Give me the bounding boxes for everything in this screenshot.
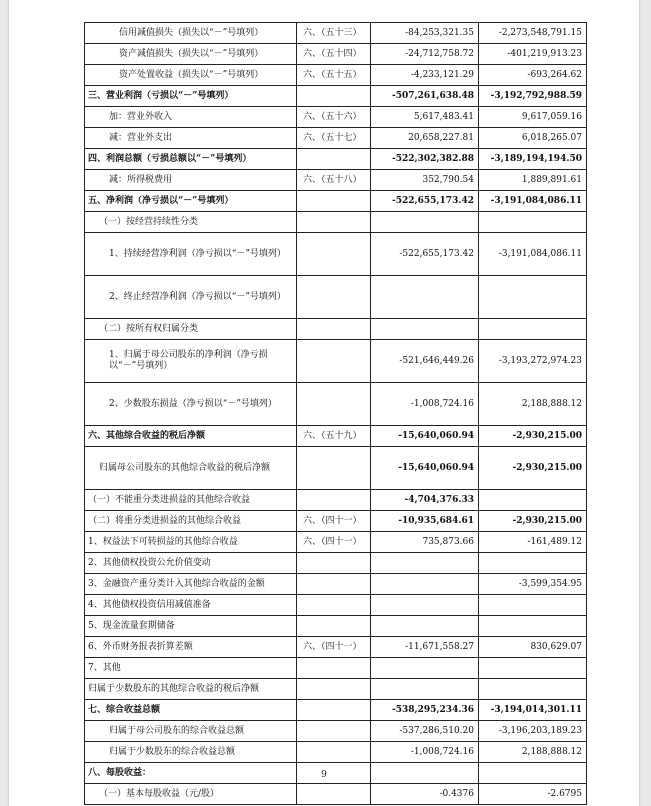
row-note: 六、（四十一） bbox=[297, 511, 371, 532]
table-row bbox=[85, 383, 587, 426]
page-number: 9 bbox=[321, 770, 327, 780]
row-label: 三、营业利润（亏损以“－”号填列） bbox=[85, 86, 297, 107]
prior-period-value: -3,196,203,189.23 bbox=[479, 721, 587, 742]
row-label: （一）不能重分类进损益的其他综合收益 bbox=[85, 490, 297, 511]
table-row bbox=[85, 170, 587, 191]
row-note: 六、（四十一） bbox=[297, 637, 371, 658]
prior-period-value: -2,273,548,791.15 bbox=[479, 23, 587, 44]
row-note bbox=[297, 233, 371, 276]
prior-period-value bbox=[479, 616, 587, 637]
row-label: （一）基本每股收益（元/股） bbox=[85, 784, 297, 805]
row-note: 六、（五十九） bbox=[297, 426, 371, 447]
row-label: 1、归属于母公司股东的净利润（净亏损以“－”号填列） bbox=[85, 340, 297, 383]
prior-period-value bbox=[479, 679, 587, 700]
table-row bbox=[85, 128, 587, 149]
row-label: 五、净利润（净亏损以“－”号填列） bbox=[85, 191, 297, 212]
table-row bbox=[85, 595, 587, 616]
row-label: （二）将重分类进损益的其他综合收益 bbox=[85, 511, 297, 532]
current-period-value: -507,261,638.48 bbox=[371, 86, 479, 107]
row-label: 减：所得税费用 bbox=[85, 170, 297, 191]
row-label: 资产减值损失（损失以“－”号填列） bbox=[85, 44, 297, 65]
prior-period-value: -3,191,084,086.11 bbox=[479, 191, 587, 212]
current-period-value: -521,646,449.26 bbox=[371, 340, 479, 383]
current-period-value bbox=[371, 276, 479, 319]
row-label: 1、权益法下可转损益的其他综合收益 bbox=[85, 532, 297, 553]
row-note bbox=[297, 679, 371, 700]
row-note bbox=[297, 574, 371, 595]
row-label: 归属于少数股东的综合收益总额 bbox=[85, 742, 297, 763]
current-period-value: -24,712,758.72 bbox=[371, 44, 479, 65]
row-label: （一）按经营持续性分类 bbox=[85, 212, 297, 233]
row-label: 3、金融资产重分类计入其他综合收益的金额 bbox=[85, 574, 297, 595]
row-note bbox=[297, 340, 371, 383]
table-row bbox=[85, 742, 587, 763]
current-period-value bbox=[371, 574, 479, 595]
table-row bbox=[85, 44, 587, 65]
row-note bbox=[297, 700, 371, 721]
row-note bbox=[297, 595, 371, 616]
row-note bbox=[297, 212, 371, 233]
table-row bbox=[85, 532, 587, 553]
table-row bbox=[85, 212, 587, 233]
row-label: 加：营业外收入 bbox=[85, 107, 297, 128]
current-period-value bbox=[371, 679, 479, 700]
prior-period-value bbox=[479, 595, 587, 616]
row-label: 八、每股收益： bbox=[85, 763, 297, 784]
current-period-value: -10,935,684.61 bbox=[371, 511, 479, 532]
prior-period-value: -2,930,215.00 bbox=[479, 426, 587, 447]
table-row bbox=[85, 86, 587, 107]
income-statement-table bbox=[84, 22, 587, 805]
prior-period-value: -2.6795 bbox=[479, 784, 587, 805]
row-note bbox=[297, 191, 371, 212]
row-note bbox=[297, 784, 371, 805]
current-period-value: -0.4376 bbox=[371, 784, 479, 805]
current-period-value bbox=[371, 595, 479, 616]
table-row bbox=[85, 319, 587, 340]
table-row bbox=[85, 340, 587, 383]
prior-period-value: 1,889,891.61 bbox=[479, 170, 587, 191]
row-note: 六、（五十五） bbox=[297, 65, 371, 86]
current-period-value: -15,640,060.94 bbox=[371, 447, 479, 490]
row-note bbox=[297, 447, 371, 490]
table-row bbox=[85, 553, 587, 574]
current-period-value: -1,008,724.16 bbox=[371, 742, 479, 763]
current-period-value: -522,655,173.42 bbox=[371, 191, 479, 212]
row-note bbox=[297, 742, 371, 763]
prior-period-value bbox=[479, 658, 587, 679]
current-period-value bbox=[371, 319, 479, 340]
prior-period-value: -3,194,014,301.11 bbox=[479, 700, 587, 721]
table-row bbox=[85, 490, 587, 511]
row-label: 4、其他债权投资信用减值准备 bbox=[85, 595, 297, 616]
row-label: 四、利润总额（亏损总额以“－”号填列） bbox=[85, 149, 297, 170]
table-row bbox=[85, 447, 587, 490]
table-row bbox=[85, 721, 587, 742]
row-label: 减：营业外支出 bbox=[85, 128, 297, 149]
prior-period-value: 9,617,059.16 bbox=[479, 107, 587, 128]
prior-period-value bbox=[479, 212, 587, 233]
current-period-value: -522,302,382.88 bbox=[371, 149, 479, 170]
current-period-value bbox=[371, 212, 479, 233]
row-label: 2、少数股东损益（净亏损以“－”号填列） bbox=[85, 383, 297, 426]
prior-period-value: -2,930,215.00 bbox=[479, 447, 587, 490]
current-period-value: -84,253,321.35 bbox=[371, 23, 479, 44]
table-row bbox=[85, 149, 587, 170]
prior-period-value: 6,018,265.07 bbox=[479, 128, 587, 149]
row-note: 六、（五十七） bbox=[297, 128, 371, 149]
row-note: 六、（四十一） bbox=[297, 532, 371, 553]
current-period-value bbox=[371, 616, 479, 637]
prior-period-value: -3,192,792,988.59 bbox=[479, 86, 587, 107]
row-note bbox=[297, 276, 371, 319]
current-period-value: 352,790.54 bbox=[371, 170, 479, 191]
prior-period-value bbox=[479, 553, 587, 574]
table-row bbox=[85, 23, 587, 44]
prior-period-value bbox=[479, 319, 587, 340]
prior-period-value: -2,930,215.00 bbox=[479, 511, 587, 532]
row-note: 六、（五十六） bbox=[297, 107, 371, 128]
row-label: 归属于少数股东的其他综合收益的税后净额 bbox=[85, 679, 297, 700]
current-period-value: 20,658,227.81 bbox=[371, 128, 479, 149]
prior-period-value: -161,489.12 bbox=[479, 532, 587, 553]
table-row bbox=[85, 658, 587, 679]
prior-period-value: -3,189,194,194.50 bbox=[479, 149, 587, 170]
prior-period-value: 2,188,888.12 bbox=[479, 742, 587, 763]
current-period-value: -15,640,060.94 bbox=[371, 426, 479, 447]
row-label: 2、终止经营净利润（净亏损以“－”号填列） bbox=[85, 276, 297, 319]
row-note bbox=[297, 86, 371, 107]
prior-period-value: 830,629.07 bbox=[479, 637, 587, 658]
row-note bbox=[297, 383, 371, 426]
current-period-value: -4,233,121.29 bbox=[371, 65, 479, 86]
row-label: 1、持续经营净利润（净亏损以“－”号填列） bbox=[85, 233, 297, 276]
prior-period-value: -401,219,913.23 bbox=[479, 44, 587, 65]
prior-period-value bbox=[479, 276, 587, 319]
prior-period-value: -3,599,354.95 bbox=[479, 574, 587, 595]
current-period-value: -538,295,234.36 bbox=[371, 700, 479, 721]
table-row bbox=[85, 511, 587, 532]
table-row bbox=[85, 276, 587, 319]
row-note bbox=[297, 553, 371, 574]
row-note bbox=[297, 319, 371, 340]
row-label: 5、现金流量套期储备 bbox=[85, 616, 297, 637]
row-note bbox=[297, 658, 371, 679]
row-note bbox=[297, 490, 371, 511]
row-label: 六、其他综合收益的税后净额 bbox=[85, 426, 297, 447]
row-note: 六、（五十八） bbox=[297, 170, 371, 191]
prior-period-value bbox=[479, 490, 587, 511]
row-label: 7、其他 bbox=[85, 658, 297, 679]
row-label: 资产处置收益（损失以“－”号填列） bbox=[85, 65, 297, 86]
document-page bbox=[9, 0, 639, 806]
row-note bbox=[297, 149, 371, 170]
row-note: 六、（五十三） bbox=[297, 23, 371, 44]
current-period-value bbox=[371, 553, 479, 574]
table-row bbox=[85, 637, 587, 658]
prior-period-value: -693,264.62 bbox=[479, 65, 587, 86]
current-period-value: -522,655,173.42 bbox=[371, 233, 479, 276]
current-period-value bbox=[371, 658, 479, 679]
row-label: 2、其他债权投资公允价值变动 bbox=[85, 553, 297, 574]
table-row bbox=[85, 233, 587, 276]
table-row bbox=[85, 107, 587, 128]
table-row bbox=[85, 679, 587, 700]
table-row bbox=[85, 574, 587, 595]
row-note bbox=[297, 721, 371, 742]
current-period-value: -4,704,376.33 bbox=[371, 490, 479, 511]
current-period-value: -537,286,510.20 bbox=[371, 721, 479, 742]
row-label: （二）按所有权归属分类 bbox=[85, 319, 297, 340]
row-note: 六、（五十四） bbox=[297, 44, 371, 65]
current-period-value: 735,873.66 bbox=[371, 532, 479, 553]
table-row bbox=[85, 784, 587, 805]
row-label: 七、综合收益总额 bbox=[85, 700, 297, 721]
prior-period-value: 2,188,888.12 bbox=[479, 383, 587, 426]
table-row bbox=[85, 700, 587, 721]
current-period-value: -1,008,724.16 bbox=[371, 383, 479, 426]
table-row bbox=[85, 65, 587, 86]
table-row bbox=[85, 426, 587, 447]
row-label: 归属母公司股东的其他综合收益的税后净额 bbox=[85, 447, 297, 490]
row-label: 6、外币财务报表折算差额 bbox=[85, 637, 297, 658]
row-label: 归属于母公司股东的综合收益总额 bbox=[85, 721, 297, 742]
row-label: 信用减值损失（损失以“－”号填列） bbox=[85, 23, 297, 44]
table-row bbox=[85, 616, 587, 637]
table-row bbox=[85, 191, 587, 212]
prior-period-value: -3,193,272,974.23 bbox=[479, 340, 587, 383]
current-period-value: -11,671,558.27 bbox=[371, 637, 479, 658]
row-note bbox=[297, 616, 371, 637]
current-period-value: 5,617,483.41 bbox=[371, 107, 479, 128]
prior-period-value: -3,191,084,086.11 bbox=[479, 233, 587, 276]
